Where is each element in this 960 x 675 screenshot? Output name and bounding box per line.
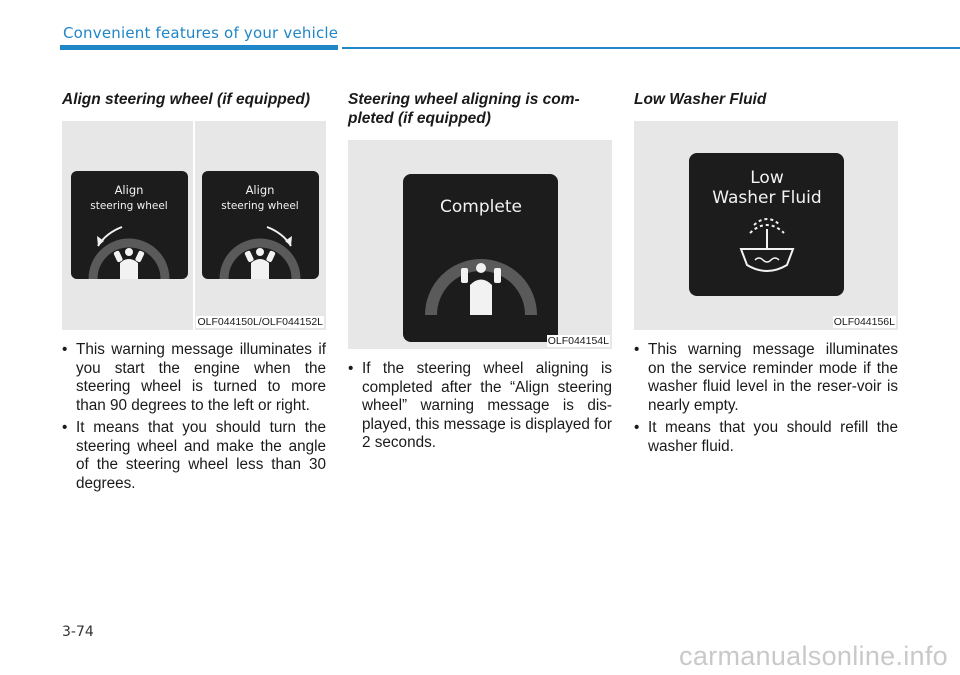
figure-steering-aligning-complete xyxy=(348,140,612,349)
low-washer-fluid-illustration xyxy=(634,121,898,330)
washer-panel-line2: Washer Fluid xyxy=(712,188,822,208)
section-steering-aligning-complete xyxy=(348,90,612,457)
section-title: Align steering wheel (if equipped) xyxy=(62,91,311,108)
figure-code: OLF044150L/OLF044152L xyxy=(197,316,323,328)
washer-panel-line1: Low xyxy=(750,168,784,188)
bullet-item: • It means that you should turn the steering wheel and make the angle of the steering wheel less than 30 degrees. xyxy=(62,419,326,493)
align-left-panel xyxy=(71,171,188,279)
page-header-title: Convenient features of your vehicle xyxy=(63,24,339,42)
panel-right-line2: steering wheel xyxy=(221,200,299,212)
bullet-list xyxy=(348,360,612,453)
figure-code: OLF044154L xyxy=(547,335,609,347)
bullet-item: • This warning message illuminates on the service reminder mode if the washer fluid level in the reser-voir is nearly empty. xyxy=(634,341,898,415)
bullet-list xyxy=(62,341,326,493)
header-rule-thin xyxy=(342,47,960,49)
section-align-steering-wheel xyxy=(62,90,326,497)
figure-code: OLF044156L xyxy=(833,316,895,328)
bullet-item: • This warning message illuminates if you start the engine when the steering wheel is turned to more than 90 degrees to the left or right. xyxy=(62,341,326,415)
header-rule-thick xyxy=(60,45,338,50)
section-title: Low Washer Fluid xyxy=(634,91,767,108)
figure-align-steering-wheel xyxy=(62,121,326,330)
align-right-panel xyxy=(202,171,319,279)
bullet-item: • It means that you should refill the washer fluid. xyxy=(634,419,898,456)
figure-low-washer-fluid xyxy=(634,121,898,330)
page-number: 3-74 xyxy=(62,624,94,640)
section-title: Steering wheel aligning is com-pleted (if equipped) xyxy=(348,91,580,127)
panel-right-line1: Align xyxy=(245,183,275,197)
panel-left-line2: steering wheel xyxy=(90,200,168,212)
section-low-washer-fluid xyxy=(634,90,898,460)
complete-illustration xyxy=(348,140,612,349)
complete-panel-text: Complete xyxy=(440,197,522,217)
watermark: carmanualsonline.info xyxy=(679,641,948,671)
panel-left-line1: Align xyxy=(114,183,144,197)
bullet-list xyxy=(634,341,898,456)
bullet-item: • If the steering wheel aligning is completed after the “Align steering wheel” warning message is dis-played, this message is displayed for 2 seconds. xyxy=(348,360,612,453)
align-steering-wheel-illustration xyxy=(62,121,326,330)
